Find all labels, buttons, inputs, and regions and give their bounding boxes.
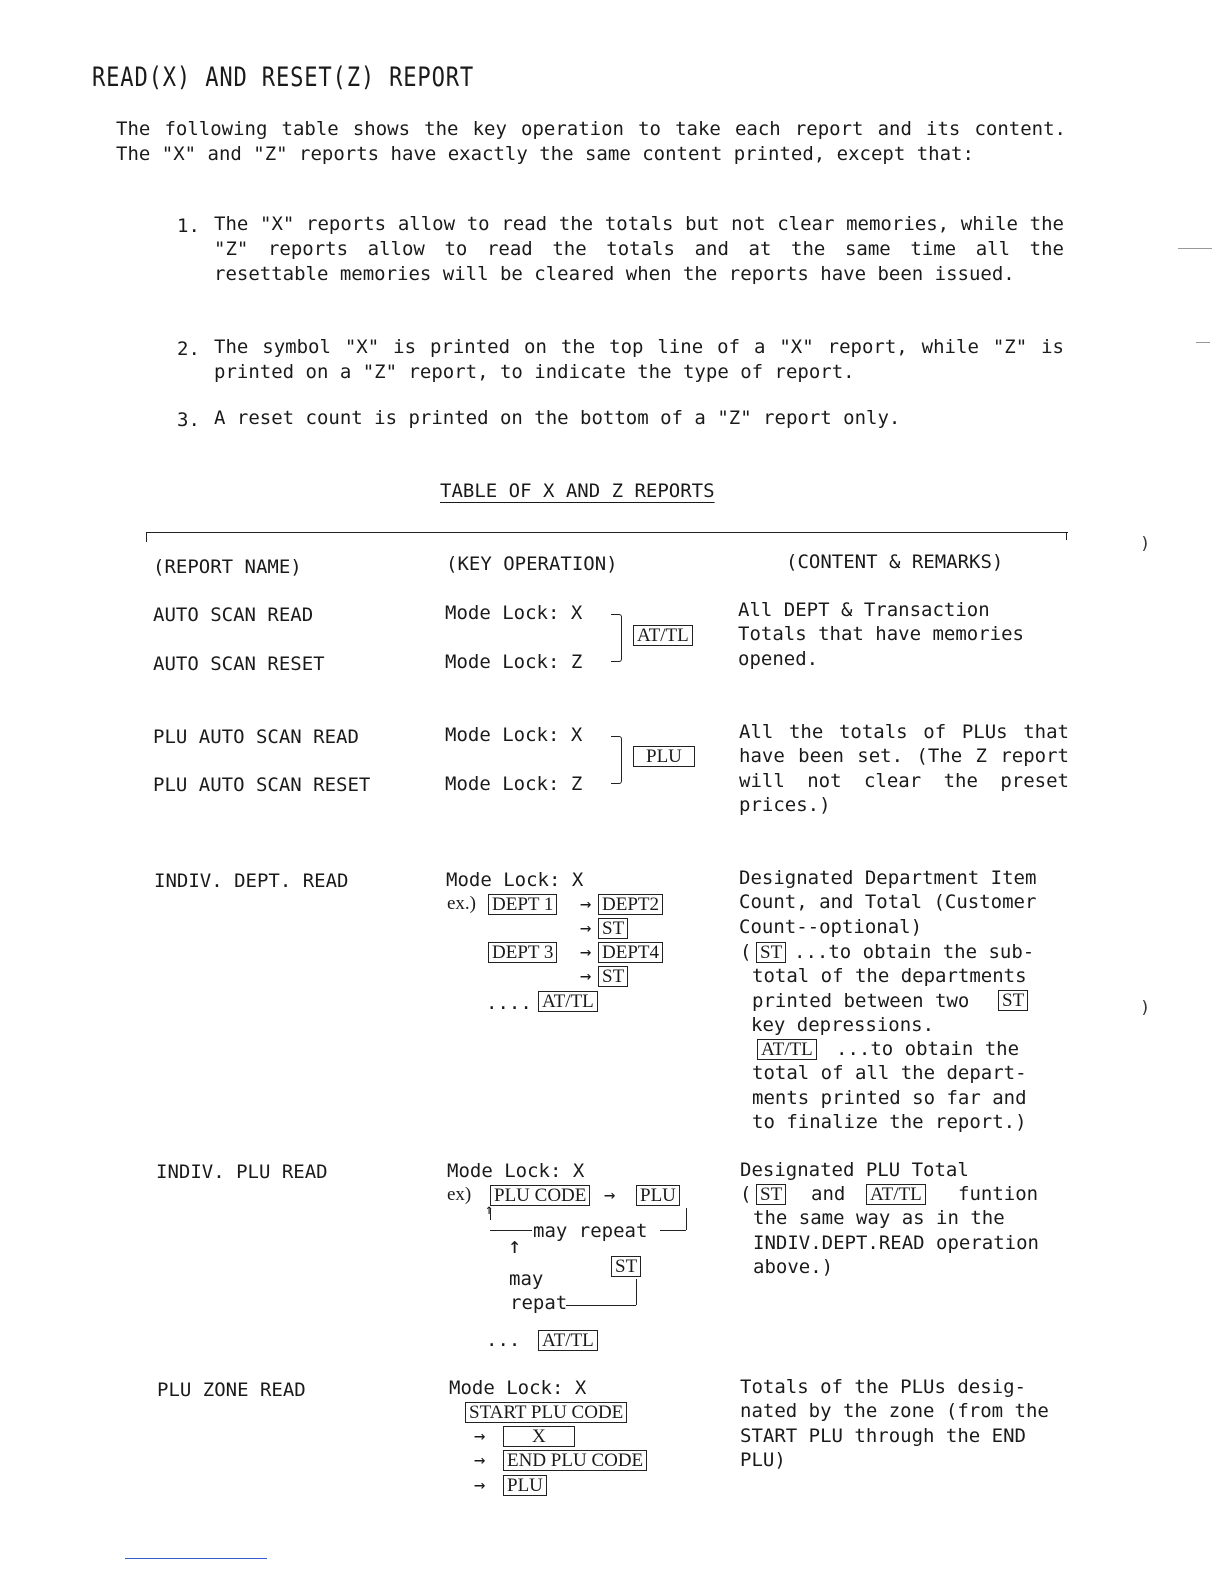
auto-scan-mode-x: Mode Lock: X	[445, 602, 583, 624]
dept1-key: DEPT 1	[488, 894, 557, 915]
attl-key: AT/TL	[538, 991, 598, 1012]
auto-scan-remark: All DEPT & Transaction Totals that have memories opened.	[738, 599, 1024, 670]
attl-key: AT/TL	[866, 1184, 926, 1205]
plu-zone-read-name: PLU ZONE READ	[157, 1379, 306, 1401]
indiv-plu-remark-1: Designated PLU Total	[740, 1159, 969, 1181]
indiv-dept-read-name: INDIV. DEPT. READ	[154, 870, 349, 892]
indiv-dept-mode: Mode Lock: X	[446, 869, 584, 891]
dept2-key: DEPT2	[598, 894, 663, 915]
attl-key: AT/TL	[757, 1039, 817, 1060]
point-3-number: 3.	[177, 409, 200, 431]
plu-auto-scan-mode-x: Mode Lock: X	[445, 724, 583, 746]
arrow-icon: →	[580, 917, 592, 939]
repeat-up-arrow-icon: ↑	[485, 1202, 494, 1218]
point-1-number: 1.	[177, 215, 200, 237]
indiv-dept-remark-st-end: key depressions.	[751, 1014, 935, 1036]
dept3-key: DEPT 3	[488, 942, 557, 963]
table-caption: TABLE OF X AND Z REPORTS	[440, 480, 715, 502]
indiv-dept-remark-st: ...to obtain the sub- total of the departments printed between two	[752, 941, 1035, 1012]
indiv-dept-remark-1: Designated Department Item Count, and Total (Customer Count--optional)	[739, 867, 1037, 938]
margin-mark: )	[1140, 998, 1151, 1018]
point-2-text: The symbol "X" is printed on the top line of a "X" report, while "Z" is printed on a "Z" report, to indicate the type of report.	[214, 336, 1064, 383]
arrow-icon: →	[580, 965, 592, 987]
auto-scan-read-name: AUTO SCAN READ	[153, 604, 314, 626]
indiv-dept-ex-label: ex.)	[447, 893, 477, 914]
repat-label: repat	[510, 1292, 568, 1314]
header-report-name: (REPORT NAME)	[153, 556, 302, 578]
indiv-plu-remark-paren: (	[740, 1183, 752, 1205]
st-key: ST	[756, 942, 786, 963]
page-title: READ(X) AND RESET(Z) REPORT	[92, 62, 475, 93]
st-key: ST	[756, 1184, 786, 1205]
plu-auto-scan-remark: All the totals of PLUs that have been set. (The Z report will not clear the preset prices.)	[739, 721, 1069, 817]
st-key: ST	[611, 1256, 641, 1277]
may-repeat-label: may repeat	[533, 1220, 648, 1242]
header-content-remarks: (CONTENT & REMARKS)	[786, 551, 1004, 573]
plu-code-key: PLU CODE	[490, 1185, 590, 1206]
plu-zone-mode: Mode Lock: X	[449, 1377, 587, 1399]
attl-key: AT/TL	[538, 1330, 598, 1351]
end-plu-code-key: END PLU CODE	[503, 1450, 647, 1471]
plu-auto-scan-reset-name: PLU AUTO SCAN RESET	[153, 774, 371, 796]
indiv-plu-remark-and: and	[811, 1183, 846, 1205]
dept4-key: DEPT4	[598, 942, 663, 963]
repat-line	[566, 1305, 636, 1306]
table-rule-left-tick	[146, 532, 147, 542]
indiv-plu-mode: Mode Lock: X	[447, 1160, 585, 1182]
auto-scan-reset-name: AUTO SCAN RESET	[153, 653, 325, 675]
st-key: ST	[998, 990, 1028, 1011]
plu-auto-scan-mode-z: Mode Lock: Z	[445, 773, 583, 795]
indiv-dept-dots: ....	[486, 992, 532, 1014]
point-1-text: The "X" reports allow to read the totals but not clear memories, while the "Z" reports allow to read the totals and at the same time all the resettable memories will be cleared when the reports have been issued.	[214, 213, 1064, 285]
indiv-dept-remark-attl: ...to obtain the total of all the depart- ments printed so far and to finalize the report.)	[752, 1038, 1027, 1134]
footer-link-line	[125, 1558, 267, 1559]
arrow-icon: →	[474, 1474, 486, 1496]
margin-mark	[1196, 342, 1210, 343]
repeat-loop-bottom-right	[660, 1230, 686, 1231]
repeat-loop-right	[686, 1208, 687, 1230]
up-arrow-icon: ↑	[508, 1234, 522, 1259]
indiv-plu-remark-rest: funtion the same way as in the INDIV.DEPT.READ operation above.)	[753, 1183, 1039, 1279]
margin-mark: )	[1140, 534, 1151, 554]
intro-paragraph: The following table shows the key operation to take each report and its content. The "X" and "Z" reports have exactly the same content printed, except that:	[116, 118, 1066, 165]
plu-auto-scan-bracket	[611, 736, 622, 784]
st-key: ST	[598, 966, 628, 987]
arrow-icon: →	[604, 1184, 616, 1206]
plu-key: PLU	[503, 1475, 547, 1496]
header-key-operation: (KEY OPERATION)	[446, 553, 618, 575]
indiv-plu-dots: ...	[486, 1329, 521, 1351]
auto-scan-attl-key: AT/TL	[633, 625, 693, 646]
point-2-number: 2.	[177, 338, 200, 360]
plu-key: PLU	[636, 1185, 680, 1206]
arrow-icon: →	[580, 893, 592, 915]
arrow-icon: →	[474, 1425, 486, 1447]
table-top-rule	[146, 532, 1068, 533]
plu-zone-remark: Totals of the PLUs desig- nated by the zone (from the START PLU through the END PLU)	[740, 1376, 1049, 1472]
auto-scan-bracket	[611, 614, 622, 662]
point-3-text: A reset count is printed on the bottom of a "Z" report only.	[214, 407, 901, 429]
plu-auto-scan-plu-key: PLU	[633, 746, 695, 767]
table-rule-right-tick	[1066, 532, 1067, 540]
indiv-dept-remark-paren: (	[740, 941, 752, 963]
indiv-plu-ex-label: ex)	[447, 1184, 472, 1205]
st-key: ST	[598, 918, 628, 939]
repat-line-right	[636, 1279, 637, 1305]
plu-auto-scan-read-name: PLU AUTO SCAN READ	[153, 726, 359, 748]
may-label: may	[509, 1268, 544, 1290]
margin-mark	[1178, 248, 1212, 249]
repeat-loop-bottom-left	[490, 1230, 532, 1231]
arrow-icon: →	[580, 941, 592, 963]
start-plu-code-key: START PLU CODE	[465, 1402, 627, 1423]
indiv-plu-read-name: INDIV. PLU READ	[156, 1161, 328, 1183]
auto-scan-mode-z: Mode Lock: Z	[445, 651, 583, 673]
arrow-icon: →	[474, 1449, 486, 1471]
x-key: X	[503, 1426, 575, 1447]
